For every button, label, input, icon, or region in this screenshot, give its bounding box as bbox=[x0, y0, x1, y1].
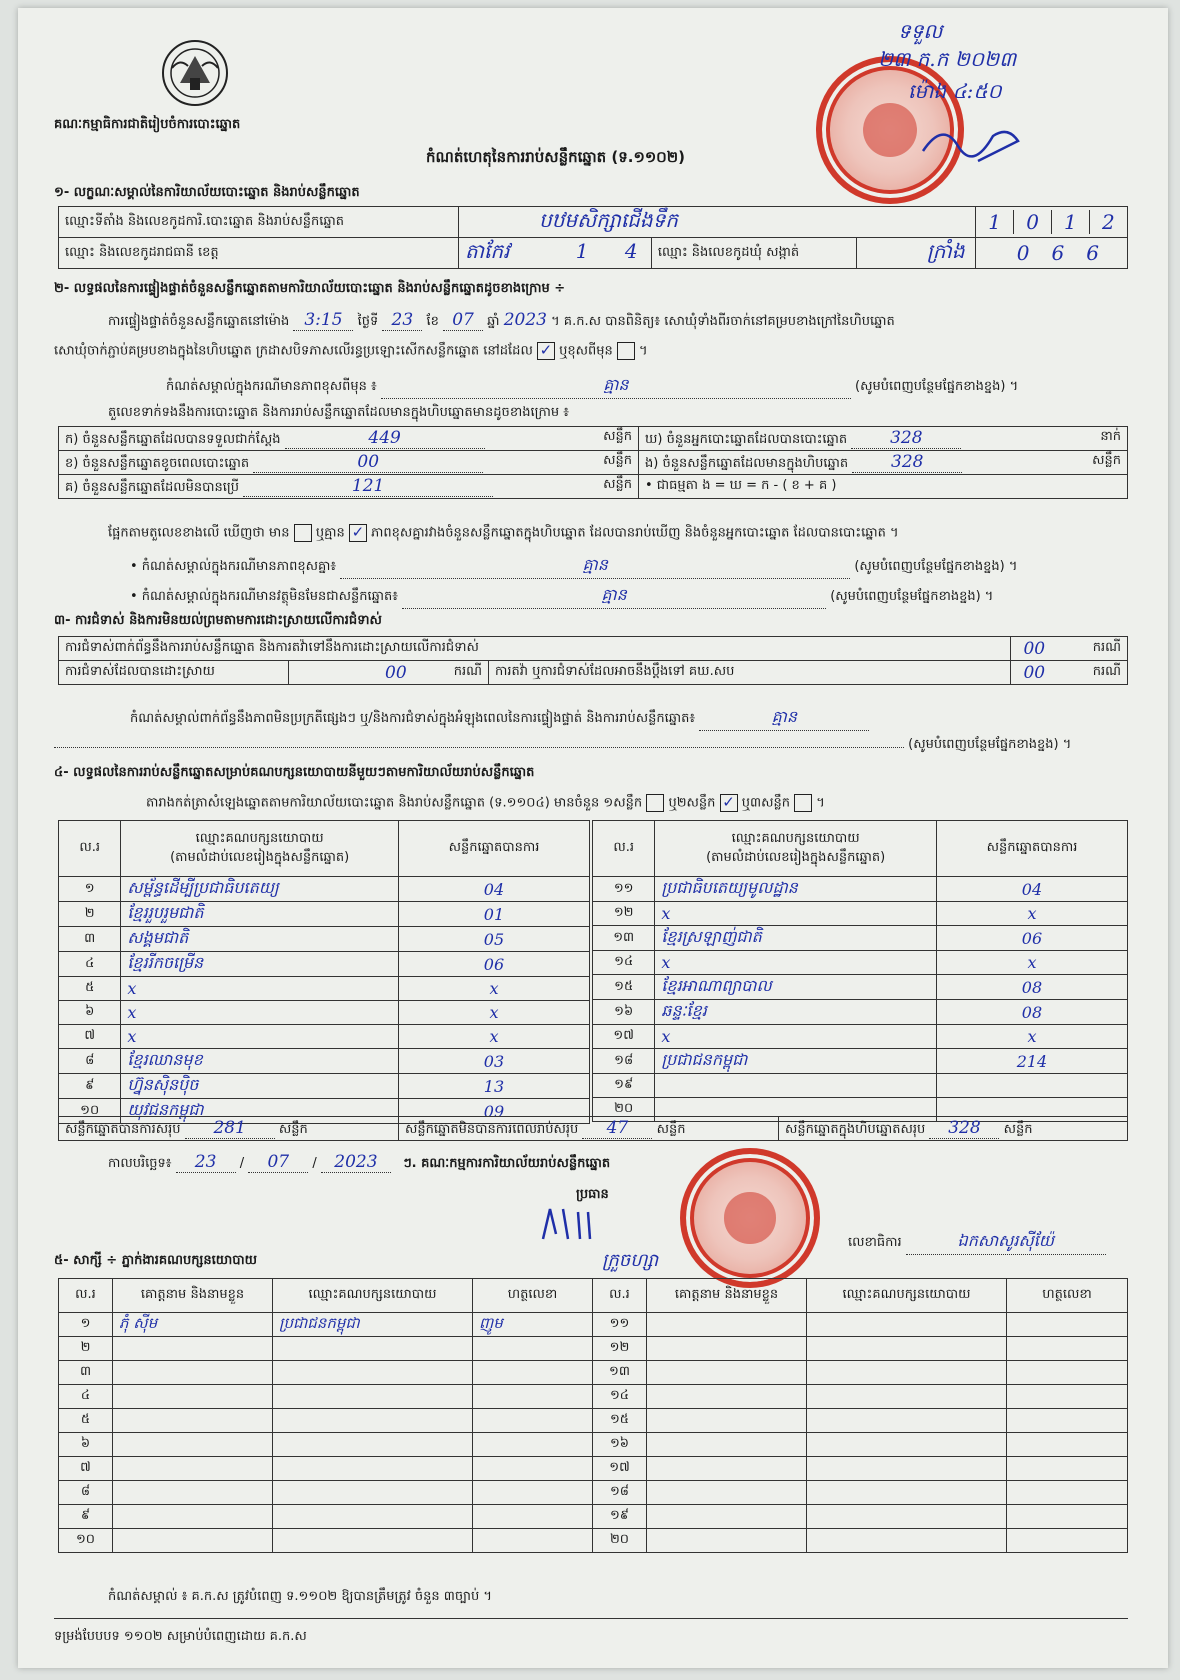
receipt-annotation-3: ម៉ោង ៤:៥០ bbox=[908, 79, 1002, 103]
result-no: ១៨ bbox=[593, 1049, 655, 1074]
total-invalid: 47 bbox=[582, 1118, 652, 1139]
verification-month: 07 bbox=[443, 310, 483, 331]
result-votes bbox=[936, 1074, 1127, 1098]
result-votes: x bbox=[936, 1025, 1127, 1049]
result-party: ហ្វ៊ុនស៊ិនប៉ិច bbox=[121, 1074, 399, 1099]
result-votes: 09 bbox=[398, 1099, 589, 1124]
witness-signature bbox=[473, 1385, 593, 1409]
location-value: បឋមសិក្សាជើងទឹក bbox=[459, 207, 976, 238]
witness-party bbox=[273, 1505, 473, 1529]
witness-no: ១ bbox=[59, 1313, 113, 1337]
result-party: x bbox=[121, 977, 399, 1001]
witness-signature bbox=[1007, 1361, 1128, 1385]
result-party: x bbox=[655, 1025, 937, 1049]
verification-day: 23 bbox=[382, 310, 422, 331]
witness-no: ១៧ bbox=[593, 1457, 647, 1481]
witness-party bbox=[807, 1457, 1007, 1481]
result-votes: x bbox=[398, 977, 589, 1001]
col-votes: សន្លឹកឆ្នោតបានការ bbox=[398, 821, 589, 877]
secretary-signature: ឯកសាសូរស៊ីយ៉ែ bbox=[906, 1230, 1106, 1255]
witness-no: ១៤ bbox=[593, 1385, 647, 1409]
witness-name: ភុំ ស៊ីម bbox=[113, 1313, 273, 1337]
received-count: 449 bbox=[285, 428, 485, 449]
commune-code: 066 bbox=[976, 238, 1128, 269]
witness-signature bbox=[1007, 1337, 1128, 1361]
difference-note-value: គ្មាន bbox=[340, 554, 850, 579]
result-no: ១៧ bbox=[593, 1025, 655, 1049]
three-sheets-checkbox[interactable] bbox=[794, 794, 812, 812]
witness-party bbox=[807, 1361, 1007, 1385]
appeal-value: 00 bbox=[1011, 661, 1058, 685]
result-votes: 06 bbox=[398, 952, 589, 977]
result-party: ឆន្ទៈខ្មែរ bbox=[655, 1000, 937, 1025]
commune-label: ឈ្មោះ និងលេខកូដឃុំ សង្កាត់ bbox=[651, 238, 856, 269]
result-votes: x bbox=[936, 951, 1127, 975]
witness-name bbox=[647, 1457, 807, 1481]
spoiled-count: 00 bbox=[253, 452, 483, 473]
witness-party bbox=[807, 1481, 1007, 1505]
witness-signature bbox=[473, 1529, 593, 1553]
difference-no-checkbox[interactable]: ✓ bbox=[349, 524, 367, 542]
witness-row bbox=[59, 1529, 1128, 1553]
witness-no: ២ bbox=[59, 1337, 113, 1361]
result-no: ១៦ bbox=[593, 1000, 655, 1025]
witness-party bbox=[273, 1481, 473, 1505]
witness-table: ល.រ គោត្តនាម និងនាមខ្លួន ឈ្មោះគណបក្សនយោបាយ ហត្ថលេខា ល.រ គោត្តនាម និងនាមខ្លួន ឈ្មោះគណបក្សនយោបាយ ហត្ថលេខា ១ ភុំ ស៊ីម ប្រជាជនកម្ពុជា ញូម ១១ ២ ១២ ៣ ១៣ ៤ ១៤ ៥ ១៥ ៦ ១៦ ៧ ១៧ ៨ ១៨ ៩ ១៩ ១០ ២០ bbox=[58, 1278, 1128, 1553]
witness-no: ៩ bbox=[59, 1505, 113, 1529]
result-party: សង្គមជាតិ bbox=[121, 927, 399, 952]
form-title: កំណត់ហេតុនៃការរាប់សន្លឹកឆ្នោត (ទ.១១០២) bbox=[426, 148, 686, 166]
witness-name bbox=[647, 1409, 807, 1433]
result-row bbox=[593, 975, 1128, 1000]
province-name: តាកែវ 1 4 bbox=[459, 238, 652, 269]
province-code-2: 4 bbox=[624, 239, 638, 263]
unused-count: 121 bbox=[243, 476, 493, 497]
witness-no: ១៥ bbox=[593, 1409, 647, 1433]
result-row bbox=[59, 952, 590, 977]
result-votes: 01 bbox=[398, 902, 589, 927]
section2-title: ២- លទ្ធផលនៃការផ្ទៀងផ្ទាត់ចំនួនសន្លឹកឆ្នោតតាមការិយាល័យបោះឆ្នោត និងរាប់សន្លឹកឆ្នោតដូចខាងក្រោម ÷ bbox=[54, 281, 566, 296]
result-no: ១២ bbox=[593, 902, 655, 926]
result-row bbox=[59, 1049, 590, 1074]
witness-signature bbox=[1007, 1481, 1128, 1505]
result-row bbox=[593, 1025, 1128, 1049]
witness-party bbox=[273, 1337, 473, 1361]
result-row bbox=[59, 877, 590, 902]
witness-row bbox=[59, 1481, 1128, 1505]
witness-no: ៤ bbox=[59, 1385, 113, 1409]
witness-signature bbox=[473, 1433, 593, 1457]
witness-party: ប្រជាជនកម្ពុជា bbox=[273, 1313, 473, 1337]
witness-no: ១២ bbox=[593, 1337, 647, 1361]
witness-name bbox=[647, 1505, 807, 1529]
results-table-left bbox=[58, 820, 590, 1124]
result-votes: 04 bbox=[398, 877, 589, 902]
foreign-object-note-value: គ្មាន bbox=[402, 584, 826, 609]
witness-no: ១០ bbox=[59, 1529, 113, 1553]
intact-checkbox[interactable]: ✓ bbox=[537, 342, 555, 360]
office-seal bbox=[680, 1148, 820, 1288]
voters-count: 328 bbox=[851, 428, 961, 449]
result-no: ១៤ bbox=[593, 951, 655, 975]
seal-status-line: សោឃុំចាក់ភ្ជាប់គម្របខាងក្នុងនៃហិបឆ្នោត ក្រដាសបិទភាសលើរន្ធប្រឡោះសើកសន្លឹកឆ្នោត នៅដដែល ✓ ឬខុសពីមុន ។ bbox=[54, 341, 648, 359]
witness-name bbox=[647, 1481, 807, 1505]
result-no: ៨ bbox=[59, 1049, 121, 1074]
witness-name bbox=[647, 1529, 807, 1553]
witness-no: ៦ bbox=[59, 1433, 113, 1457]
witness-name bbox=[647, 1433, 807, 1457]
province-code-1: 1 bbox=[575, 239, 589, 263]
section4-title: ៤- លទ្ធផលនៃការរាប់សន្លឹកឆ្នោតសម្រាប់គណបក្សនយោបាយនីមួយៗតាមការិយាល័យរាប់សន្លឹកឆ្នោត bbox=[54, 765, 535, 780]
province-label: ឈ្មោះ និងលេខកូដរាជធានី ខេត្ត bbox=[59, 238, 459, 269]
result-no: ២ bbox=[59, 902, 121, 927]
result-row bbox=[593, 926, 1128, 951]
result-row bbox=[59, 927, 590, 952]
witness-party bbox=[807, 1433, 1007, 1457]
witness-name bbox=[647, 1313, 807, 1337]
receipt-annotation-1: ទទួល bbox=[898, 19, 943, 43]
witness-party bbox=[807, 1385, 1007, 1409]
witness-row bbox=[59, 1505, 1128, 1529]
col-no: ល.រ bbox=[59, 821, 121, 877]
seal-note-line: កំណត់សម្គាល់ក្នុងករណីមានភាពខុសពីមុន ៖ គ្មាន (សូមបំពេញបន្ថែមផ្នែកខាងខ្នង) ។ bbox=[166, 374, 1126, 399]
result-party: x bbox=[655, 902, 937, 926]
witness-name bbox=[113, 1337, 273, 1361]
result-party: x bbox=[121, 1001, 399, 1025]
witness-name bbox=[113, 1481, 273, 1505]
witness-name bbox=[113, 1433, 273, 1457]
witness-name bbox=[113, 1457, 273, 1481]
chair-signature bbox=[538, 1204, 608, 1248]
result-row bbox=[59, 1074, 590, 1099]
witness-signature bbox=[473, 1409, 593, 1433]
result-votes: 03 bbox=[398, 1049, 589, 1074]
national-emblem-icon bbox=[160, 38, 230, 108]
witness-no: ៨ bbox=[59, 1481, 113, 1505]
witness-name bbox=[113, 1361, 273, 1385]
witness-name bbox=[647, 1337, 807, 1361]
date-month: 07 bbox=[248, 1152, 308, 1173]
compare-line: ផ្អែកតាមតួលេខខាងលើ ឃើញថា មាន ឬគ្មាន ✓ ភាពខុសគ្នារវាងចំនួនសន្លឹកឆ្នោតក្នុងហិបឆ្នោត ដែលបានរាប់ឃើញ និងចំនួនអ្នកបោះឆ្នោត ដែលបានបោះឆ្នោត ។ bbox=[108, 523, 899, 541]
receipt-signature bbox=[918, 116, 1028, 170]
witness-row bbox=[59, 1361, 1128, 1385]
col-no: ល.រ bbox=[593, 821, 655, 877]
ballot-count-form bbox=[18, 8, 1168, 1668]
complaints-table: ការជំទាស់ពាក់ព័ន្ធនឹងការរាប់សន្លឹកឆ្នោត និងការតវ៉ាទៅនឹងការដោះស្រាយលើការជំទាស់ 00 ករណី ការជំទាស់ដែលបានដោះស្រាយ 00 ករណី ការតវ៉ា ឬការជំទាស់ដែលអាចនឹងប្តឹងទៅ គឃ.សប 00 ករណី bbox=[58, 636, 1128, 685]
result-no: ៧ bbox=[59, 1025, 121, 1049]
witness-signature bbox=[1007, 1505, 1128, 1529]
witness-party bbox=[807, 1313, 1007, 1337]
result-votes: 05 bbox=[398, 927, 589, 952]
office-code-digit: 1 bbox=[1051, 210, 1089, 234]
witness-row bbox=[59, 1337, 1128, 1361]
committee-label: ៗ. គណៈកម្មការការិយាល័យរាប់សន្លឹកឆ្នោត bbox=[403, 1156, 611, 1171]
witness-no: ១៨ bbox=[593, 1481, 647, 1505]
result-no: ១០ bbox=[59, 1099, 121, 1124]
result-no: ១៣ bbox=[593, 926, 655, 951]
result-row bbox=[593, 902, 1128, 926]
verification-line: ការផ្ទៀងផ្ទាត់ចំនួនសន្លឹកឆ្នោតនៅម៉ោង 3:15 ថ្ងៃទី 23 ខែ 07 ឆ្នាំ 2023 ។ គ.ក.ស បានពិនិត្យ៖ សោឃុំទាំងពីរចាក់នៅគម្របខាងក្រៅនៃហិបឆ្នោត bbox=[108, 310, 895, 330]
result-row bbox=[593, 1049, 1128, 1074]
result-votes: 04 bbox=[936, 877, 1127, 902]
witness-signature bbox=[1007, 1313, 1128, 1337]
witness-name bbox=[113, 1409, 273, 1433]
one-sheet-checkbox[interactable] bbox=[646, 794, 664, 812]
result-party: យុវជនកម្ពុជា bbox=[121, 1099, 399, 1124]
witness-no: ១៣ bbox=[593, 1361, 647, 1385]
witness-no: ១៦ bbox=[593, 1433, 647, 1457]
count-table: ក) ចំនួនសន្លឹកឆ្នោតដែលបានទទួលជាក់ស្តែង 449 សន្លឹក ឃ) ចំនួនអ្នកបោះឆ្នោតដែលបានបោះឆ្នោត 328 នាក់ ខ) ចំនួនសន្លឹកឆ្នោតខូចពេលបោះឆ្នោត 00 សន្លឹក ង) ចំនួនសន្លឹកឆ្នោតដែលមានក្នុងហិបឆ្នោត 328 សន្លឹក គ) ចំនួនសន្លឹកឆ្នោតដែលមិនបានប្រើ 121 សន្លឹក • ជាធម្មតា ង = ឃ = ក - ( ខ + គ ) bbox=[58, 426, 1128, 499]
verification-year: 2023 bbox=[503, 310, 547, 330]
witness-no: ៧ bbox=[59, 1457, 113, 1481]
witness-no: ១៩ bbox=[593, 1505, 647, 1529]
date-day: 23 bbox=[176, 1152, 236, 1173]
result-no: ២០ bbox=[593, 1098, 655, 1122]
foreign-object-note-line: • កំណត់សម្គាល់ក្នុងករណីមានវត្ថុមិនមែនជាសន្លឹកឆ្នោត៖ គ្មាន (សូមបំពេញបន្ថែមផ្នែកខាងខ្នង) ។ bbox=[130, 584, 1130, 609]
result-no: ៥ bbox=[59, 977, 121, 1001]
witness-no: ២០ bbox=[593, 1529, 647, 1553]
witness-name bbox=[113, 1529, 273, 1553]
footer-divider bbox=[54, 1618, 1128, 1619]
witness-party bbox=[807, 1337, 1007, 1361]
committee-name: គណៈកម្មាធិការជាតិរៀបចំការបោះឆ្នោត bbox=[54, 117, 241, 132]
witness-row bbox=[59, 1409, 1128, 1433]
result-party: ខ្មែររួបរួមជាតិ bbox=[121, 902, 399, 927]
result-votes: 06 bbox=[936, 926, 1127, 951]
col-party: ឈ្មោះគណបក្សនយោបាយ (តាមលំដាប់លេខរៀងក្នុងសន្លឹកឆ្នោត) bbox=[655, 821, 937, 877]
witness-no: ១១ bbox=[593, 1313, 647, 1337]
result-no: ៤ bbox=[59, 952, 121, 977]
result-no: ៩ bbox=[59, 1074, 121, 1099]
result-votes: x bbox=[398, 1025, 589, 1049]
witness-party bbox=[807, 1529, 1007, 1553]
witness-signature bbox=[1007, 1457, 1128, 1481]
difference-note-line: • កំណត់សម្គាល់ក្នុងករណីមានភាពខុសគ្នា៖ គ្មាន (សូមបំពេញបន្ថែមផ្នែកខាងខ្នង) ។ bbox=[130, 554, 1130, 579]
date-year: 2023 bbox=[321, 1152, 391, 1173]
result-votes: 214 bbox=[936, 1049, 1127, 1074]
verification-time: 3:15 bbox=[293, 310, 353, 331]
result-row bbox=[593, 1000, 1128, 1025]
witness-signature bbox=[473, 1481, 593, 1505]
result-votes: x bbox=[936, 902, 1127, 926]
witness-party bbox=[273, 1409, 473, 1433]
irregularity-note-line-2: (សូមបំពេញបន្ថែមផ្នែកខាងខ្នង) ។ bbox=[54, 734, 1130, 755]
col-votes: សន្លឹកឆ្នោតបានការ bbox=[936, 821, 1127, 877]
witness-signature: ញូម bbox=[473, 1313, 593, 1337]
result-party: x bbox=[655, 951, 937, 975]
result-party: ខ្មែរអាណាព្យាបាល bbox=[655, 975, 937, 1000]
result-party bbox=[655, 1074, 937, 1098]
section1-title: ១- លក្ខណៈសម្គាល់នៃការិយាល័យបោះឆ្នោត និងរាប់សន្លឹកឆ្នោត bbox=[54, 185, 360, 200]
chair-name: ក្រួចហ្សា bbox=[602, 1250, 659, 1271]
witness-name bbox=[647, 1385, 807, 1409]
irregularity-note-line: កំណត់សម្គាល់ពាក់ព័ន្ធនឹងភាពមិនប្រក្រតីផ្សេងៗ ឬ/និងការជំទាស់ក្នុងអំឡុងពេលនៃការផ្ទៀងផ្ទាត់ និងការរាប់សន្លឹកឆ្នោត៖ គ្មាន bbox=[130, 706, 1130, 731]
difference-yes-checkbox[interactable] bbox=[294, 524, 312, 542]
witness-row bbox=[59, 1385, 1128, 1409]
office-code bbox=[976, 210, 1127, 234]
result-no: ៦ bbox=[59, 1001, 121, 1025]
total-box: 328 bbox=[929, 1118, 999, 1139]
date-line: កាលបរិច្ឆេទ៖ 23 / 07 / 2023 ៗ. គណៈកម្មការការិយាល័យរាប់សន្លឹកឆ្នោត bbox=[108, 1152, 611, 1172]
result-row bbox=[59, 1001, 590, 1025]
location-label: ឈ្មោះទីតាំង និងលេខកូដការិ.បោះឆ្នោត និងរាប់សន្លឹកឆ្នោត bbox=[59, 207, 459, 238]
witness-party bbox=[273, 1529, 473, 1553]
section1-table bbox=[58, 206, 1128, 269]
result-party: ខ្មែរស្រឡាញ់ជាតិ bbox=[655, 926, 937, 951]
complaints-value: 00 bbox=[1011, 637, 1058, 661]
result-votes: 13 bbox=[398, 1074, 589, 1099]
irregularity-note-value: គ្មាន bbox=[699, 706, 869, 731]
seal-note-value: គ្មាន bbox=[381, 374, 851, 399]
result-party: ប្រជាជនកម្ពុជា bbox=[655, 1049, 937, 1074]
witness-name bbox=[113, 1505, 273, 1529]
witness-row bbox=[59, 1313, 1128, 1337]
witness-signature bbox=[1007, 1385, 1128, 1409]
witness-party bbox=[273, 1385, 473, 1409]
result-row bbox=[59, 1025, 590, 1049]
witness-party bbox=[273, 1361, 473, 1385]
witness-signature bbox=[473, 1361, 593, 1385]
result-row bbox=[59, 902, 590, 927]
witness-party bbox=[273, 1433, 473, 1457]
witness-row bbox=[59, 1433, 1128, 1457]
chair-label: ប្រធាន bbox=[576, 1187, 609, 1202]
box-count: 328 bbox=[852, 452, 962, 473]
result-votes: x bbox=[398, 1001, 589, 1025]
witness-no: ៣ bbox=[59, 1361, 113, 1385]
formula: • ជាធម្មតា ង = ឃ = ក - ( ខ + គ ) bbox=[639, 475, 1128, 499]
commune-name: ក្រាំង bbox=[856, 238, 975, 269]
secretary-line: លេខាធិការ ឯកសាសូរស៊ីយ៉ែ bbox=[848, 1230, 1106, 1255]
result-votes: 08 bbox=[936, 975, 1127, 1000]
witness-party bbox=[807, 1505, 1007, 1529]
two-sheets-checkbox[interactable]: ✓ bbox=[720, 794, 738, 812]
damaged-checkbox[interactable] bbox=[617, 342, 635, 360]
result-party: សម្ព័ន្ធដើម្បីប្រជាធិបតេយ្យ bbox=[121, 877, 399, 902]
section3-title: ៣- ការជំទាស់ និងការមិនយល់ព្រមតាមការដោះស្រាយលើការជំទាស់ bbox=[54, 613, 382, 628]
appeal-label: ការតវ៉ា ឬការជំទាស់ដែលអាចនឹងប្តឹងទៅ គឃ.សប bbox=[489, 661, 1011, 685]
witness-signature bbox=[1007, 1409, 1128, 1433]
result-no: ១៩ bbox=[593, 1074, 655, 1098]
form-note: ទម្រង់បែបបទ ១១០២ សម្រាប់បំពេញដោយ គ.ក.ស bbox=[54, 1629, 307, 1644]
witness-row bbox=[59, 1457, 1128, 1481]
witness-signature bbox=[1007, 1433, 1128, 1457]
col-party: ឈ្មោះគណបក្សនយោបាយ (តាមលំដាប់លេខរៀងក្នុងសន្លឹកឆ្នោត) bbox=[121, 821, 399, 877]
witness-no: ៥ bbox=[59, 1409, 113, 1433]
office-code-digit: 2 bbox=[1089, 210, 1127, 234]
witness-signature bbox=[1007, 1529, 1128, 1553]
witness-signature bbox=[473, 1457, 593, 1481]
footnote: កំណត់សម្គាល់ ៖ គ.ក.ស ត្រូវបំពេញ ទ.១១០២ ឱ្យបានត្រឹមត្រូវ ចំនួន ៣ច្បាប់ ។ bbox=[108, 1589, 492, 1604]
result-row bbox=[593, 951, 1128, 975]
result-no: ១ bbox=[59, 877, 121, 902]
tally-sheet-line: តារាងកត់ត្រាសំឡេងឆ្នោតតាមការិយាល័យបោះឆ្នោត និងរាប់សន្លឹកឆ្នោត (ទ.១១០៤) មានចំនួន ១សន្លឹក ឬ២សន្លឹក ✓ ឬ៣សន្លឹក ។ bbox=[146, 793, 825, 811]
result-no: ១៥ bbox=[593, 975, 655, 1000]
result-votes: 08 bbox=[936, 1000, 1127, 1025]
office-code-digit: 0 bbox=[1014, 210, 1052, 234]
witness-signature bbox=[473, 1337, 593, 1361]
office-code-digit: 1 bbox=[976, 210, 1014, 234]
result-party: ប្រជាធិបតេយ្យមូលដ្ឋាន bbox=[655, 877, 937, 902]
resolved-value: 00 ករណី bbox=[289, 661, 489, 685]
results-table-right bbox=[592, 820, 1128, 1122]
totals-table: សន្លឹកឆ្នោតបានការសរុប 281 សន្លឹក សន្លឹកឆ្នោតមិនបានការពេលរាប់សរុប 47 សន្លឹក សន្លឹកឆ្នោតក្នុងហិបឆ្នោតសរុប 328 សន្លឹក bbox=[58, 1116, 1128, 1141]
section5-title: ៥- សាក្សី ÷ ភ្នាក់ងារគណបក្សនយោបាយ bbox=[54, 1253, 257, 1268]
numbers-intro: តួលេខទាក់ទងនឹងការបោះឆ្នោត និងការរាប់សន្លឹកឆ្នោតដែលមានក្នុងហិបឆ្នោតមានដូចខាងក្រោម ៖ bbox=[108, 405, 569, 420]
result-row bbox=[59, 977, 590, 1001]
complaints-label: ការជំទាស់ពាក់ព័ន្ធនឹងការរាប់សន្លឹកឆ្នោត និងការតវ៉ាទៅនឹងការដោះស្រាយលើការជំទាស់ bbox=[59, 637, 1011, 661]
result-party: x bbox=[121, 1025, 399, 1049]
result-party: ខ្មែរឈានមុខ bbox=[121, 1049, 399, 1074]
witness-name bbox=[113, 1385, 273, 1409]
witness-signature bbox=[473, 1505, 593, 1529]
witness-name bbox=[647, 1361, 807, 1385]
total-valid: 281 bbox=[185, 1118, 275, 1139]
witness-party bbox=[273, 1457, 473, 1481]
witness-party bbox=[807, 1409, 1007, 1433]
result-party: ខ្មែររីកចម្រើន bbox=[121, 952, 399, 977]
result-row bbox=[593, 1074, 1128, 1098]
resolved-label: ការជំទាស់ដែលបានដោះស្រាយ bbox=[59, 661, 289, 685]
result-no: ១១ bbox=[593, 877, 655, 902]
result-no: ៣ bbox=[59, 927, 121, 952]
receipt-annotation-2: ២៣ ក.ក ២០២៣ bbox=[878, 47, 1017, 71]
result-row bbox=[593, 877, 1128, 902]
